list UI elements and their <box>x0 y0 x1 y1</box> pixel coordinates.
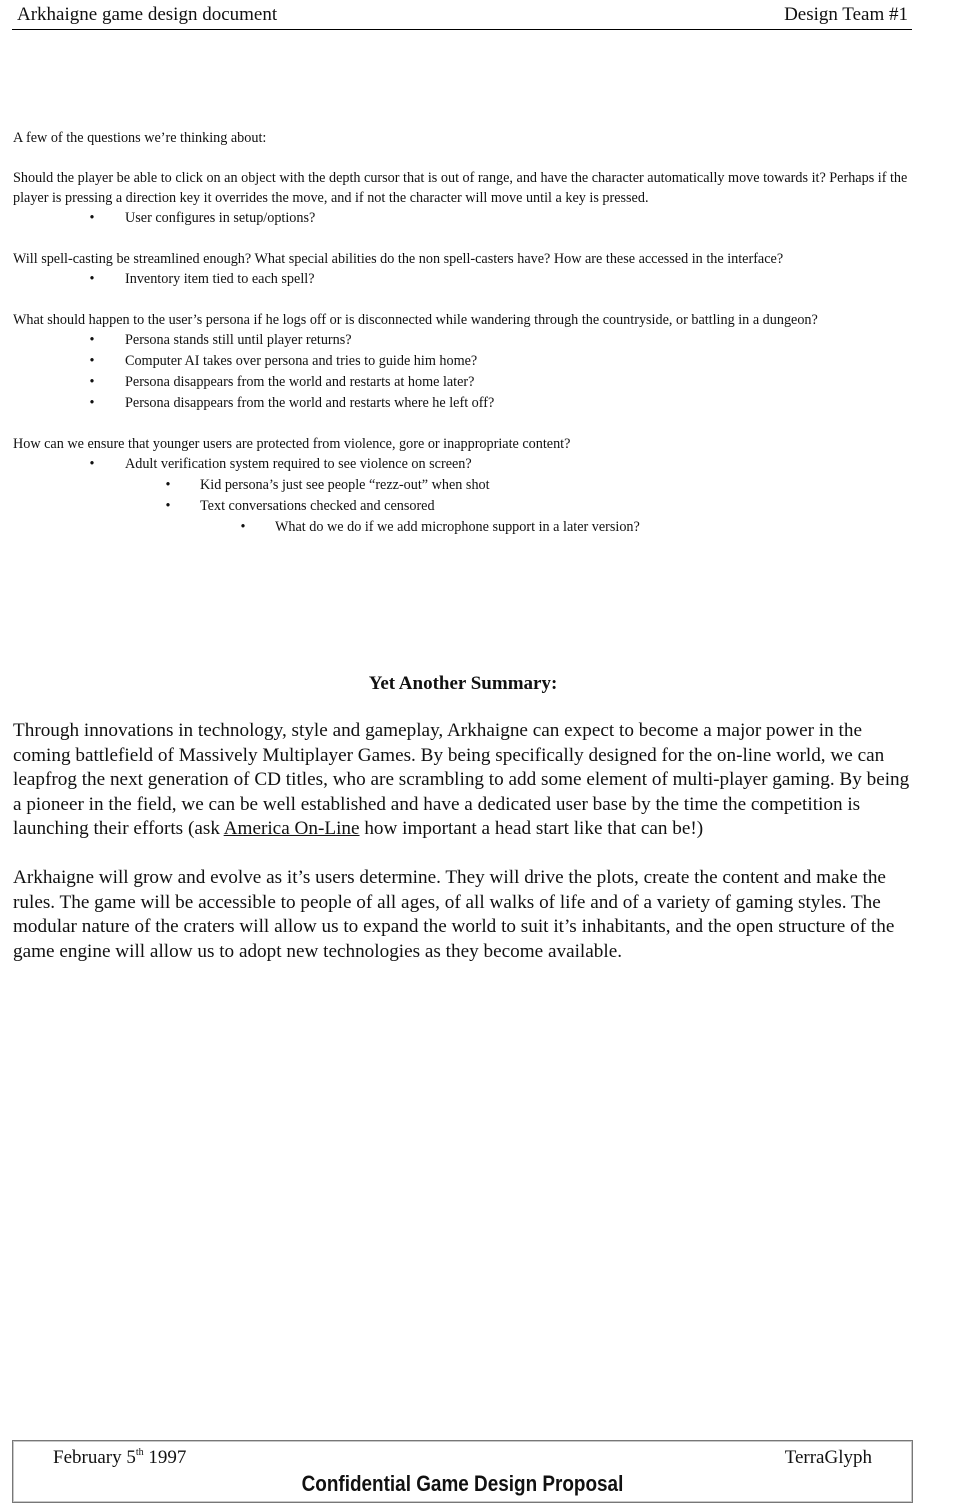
list-item <box>13 330 908 351</box>
list-item-text: What do we do if we add microphone support in a later version? <box>275 519 640 535</box>
footer-company: TerraGlyph <box>784 1447 872 1468</box>
footer-date <box>53 1446 186 1470</box>
list-item-text: Inventory item tied to each spell? <box>125 271 315 287</box>
aol-link[interactable]: America On-Line <box>223 818 360 839</box>
date-suffix: th <box>135 1447 144 1458</box>
list-item <box>13 208 908 229</box>
list-item <box>13 517 908 538</box>
summary-paragraph <box>13 719 918 842</box>
list-item <box>13 496 908 517</box>
date-year: 1997 <box>143 1447 187 1468</box>
bullet-icon: • <box>89 332 95 348</box>
page-footer <box>12 1440 913 1503</box>
document-title: Arkhaigne game design document <box>17 4 278 25</box>
footer-title: Confidential Game Design Proposal <box>301 1471 624 1496</box>
list-item <box>13 351 908 372</box>
list-item-text: User configures in setup/options? <box>125 210 316 226</box>
questions-intro: A few of the questions we’re thinking about: <box>13 130 267 146</box>
question-text: Should the player be able to click on an object with the depth cursor that is out of range, and have the character automatically move towards it? Perhaps if the player is pressing a direction key it overrides the move, and if not the character will move until a key is pressed. <box>13 170 908 206</box>
list-item-text: Persona disappears from the world and restarts at home later? <box>125 374 475 390</box>
questions-section <box>13 128 908 538</box>
summary-text: how important a head start like that can be!) <box>359 818 704 839</box>
bullet-icon: • <box>89 353 95 369</box>
list-item-text: Persona stands still until player returns? <box>125 332 352 348</box>
bullet-icon: • <box>89 395 95 411</box>
question-text: How can we ensure that younger users are protected from violence, gore or inappropriate content? <box>13 436 571 452</box>
date-month: February 5 <box>53 1447 136 1468</box>
list-item-text: Persona disappears from the world and restarts where he left off? <box>125 395 495 411</box>
bullet-icon: • <box>165 498 171 514</box>
page-header <box>12 3 912 30</box>
list-item <box>13 393 908 414</box>
team-label: Design Team #1 <box>784 4 908 25</box>
summary-heading: Yet Another Summary: <box>368 673 558 694</box>
bullet-icon: • <box>89 271 95 287</box>
bullet-icon: • <box>89 456 95 472</box>
question-text: Will spell-casting be streamlined enough? What special abilities do the non spell-casters have? How are these accessed in the interface? <box>13 251 784 267</box>
list-item <box>13 454 908 475</box>
list-item-text: Kid persona’s just see people “rezz-out” when shot <box>200 477 490 493</box>
list-item <box>13 475 908 496</box>
question-text: What should happen to the user’s persona if he logs off or is disconnected while wandering through the countryside, or battling in a dungeon? <box>13 312 818 328</box>
list-item-text: Adult verification system required to see violence on screen? <box>125 456 472 472</box>
list-item-text: Text conversations checked and censored <box>200 498 435 514</box>
summary-text: Through innovations in technology, style and gameplay, Arkhaigne can expect to become a major power in the coming battlefield of Massively Multiplayer Games. By being specifically designed for the on-line world, we can leapfrog the next generation of CD titles, who are scrambling to add some element of multi-player gaming. By being a pioneer in the field, we can be well established and have a dedicated user base by the time the competition is launching their efforts (ask <box>13 720 910 839</box>
bullet-icon: • <box>240 519 246 535</box>
bullet-icon: • <box>89 210 95 226</box>
summary-body <box>13 719 918 964</box>
summary-paragraph: Arkhaigne will grow and evolve as it’s users determine. They will drive the plots, create the content and make the rules. The game will be accessible to people of all ages, of all walks of life and of a variety of gaming styles. The modular nature of the craters will allow us to expand the world to suit it’s inhabitants, and the open structure of the game engine will allow us to adopt new technologies as they become available. <box>13 867 895 962</box>
list-item-text: Computer AI takes over persona and tries to guide him home? <box>125 353 478 369</box>
bullet-icon: • <box>165 477 171 493</box>
bullet-icon: • <box>89 374 95 390</box>
list-item <box>13 372 908 393</box>
list-item <box>13 269 908 290</box>
